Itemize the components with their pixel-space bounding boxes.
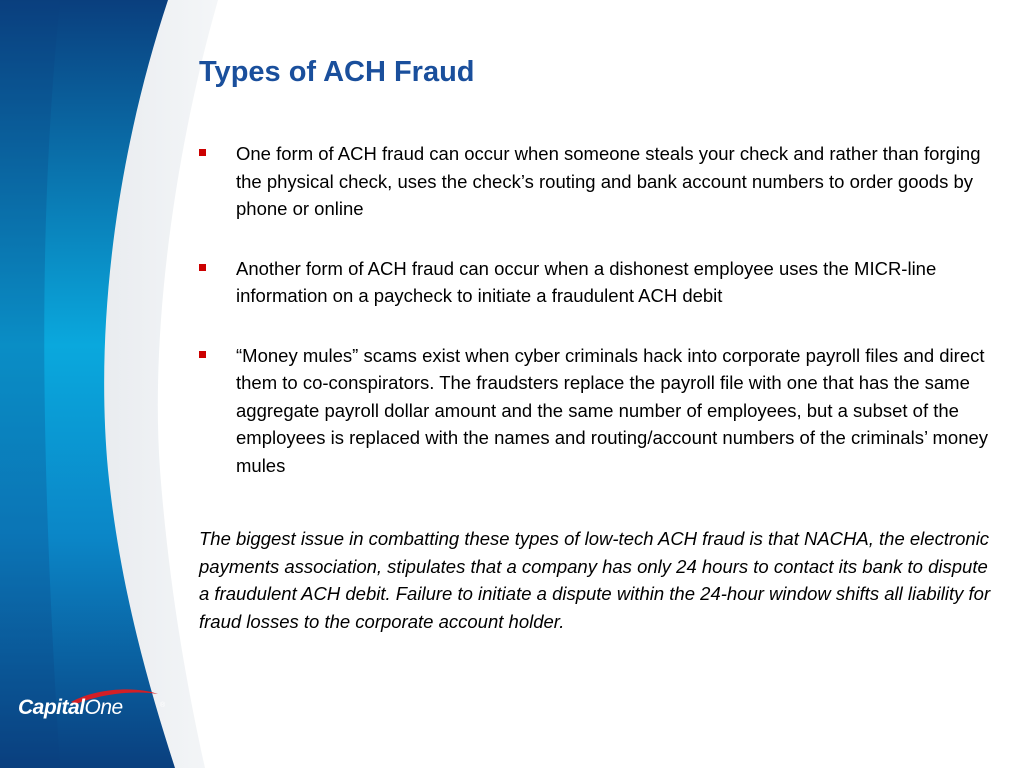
logo-wordmark	[18, 696, 123, 720]
logo-text-capital: Capital	[18, 696, 85, 719]
square-bullet-icon	[199, 351, 206, 358]
square-bullet-icon	[199, 149, 206, 156]
capital-one-logo	[16, 688, 166, 728]
logo-trademark: ®	[160, 702, 166, 709]
bullet-item	[199, 342, 1011, 480]
closing-note: The biggest issue in combatting these types of low-tech ACH fraud is that NACHA, the electronic payments association, stipulates that a company has only 24 hours to contact its bank to dispute a fraudulent ACH debit. Failure to initiate a dispute within the 24-hour window shifts all liability for fraud losses to the corporate account holder.	[199, 528, 991, 632]
bullet-text: Another form of ACH fraud can occur when a dishonest employee uses the MICR-line information on a paycheck to initiate a fraudulent ACH debit	[236, 257, 937, 306]
bullet-list	[199, 140, 1011, 511]
logo-text-one: One	[84, 696, 123, 719]
bullet-item	[199, 255, 1011, 310]
slide-title: Types of ACH Fraud	[199, 56, 475, 88]
square-bullet-icon	[199, 264, 206, 271]
bullet-item	[199, 140, 1011, 223]
bullet-text: One form of ACH fraud can occur when someone steals your check and rather than forging the physical check, uses the check’s routing and bank account numbers to order goods by phone or online	[236, 143, 981, 219]
bullet-text: “Money mules” scams exist when cyber criminals hack into corporate payroll files and direct them to co-conspirators. The fraudsters replace the payroll file with one that has the same aggregate payroll dollar amount and the same number of employees, but a subset of the employees is replaced with the names and routing/account numbers of the criminals’ money mules	[236, 344, 989, 476]
